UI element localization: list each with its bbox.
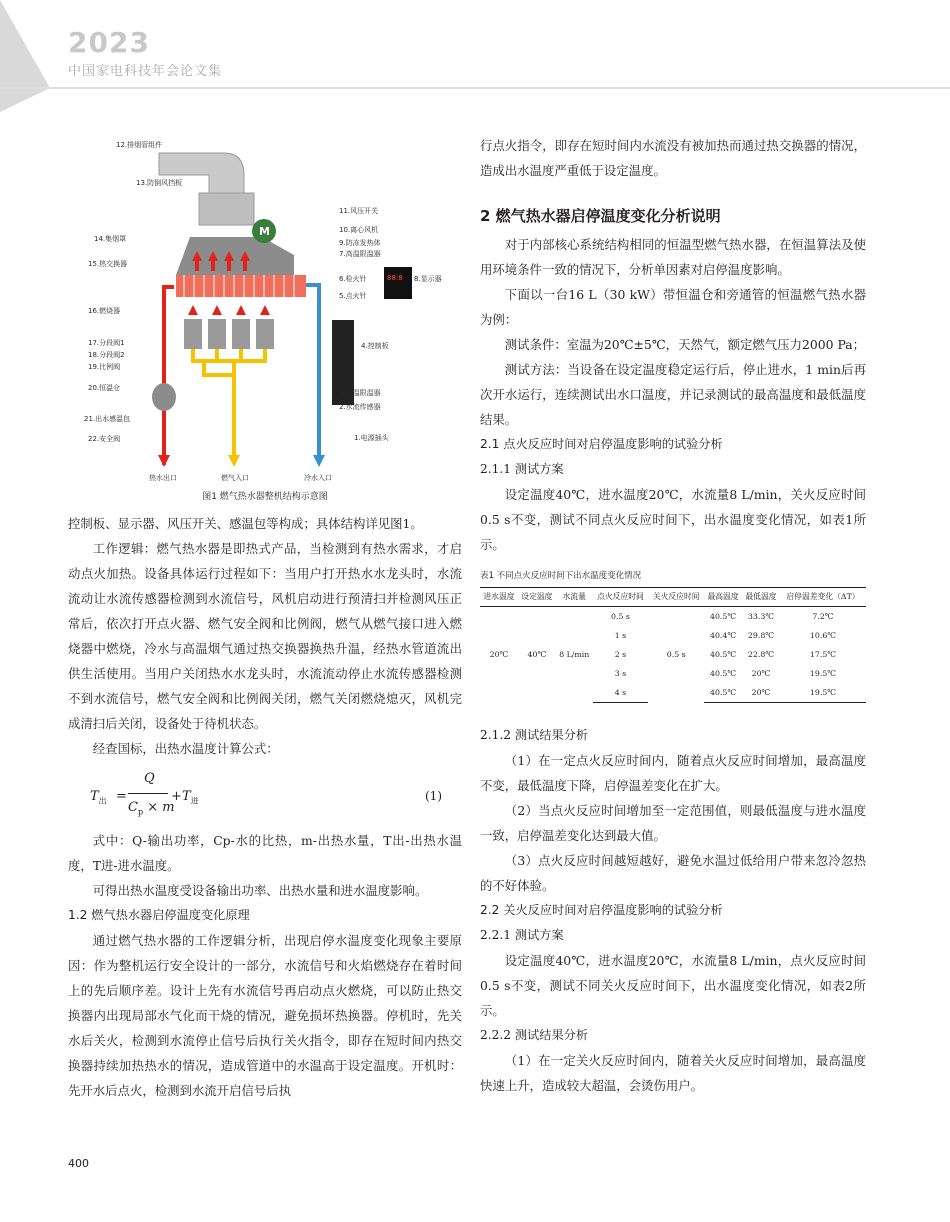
label-16: 16.燃烧器 [88, 307, 121, 315]
formula-number: (1) [425, 789, 442, 803]
table-cell: 7.2℃ [812, 611, 834, 621]
display-shape [384, 267, 412, 299]
paragraph: 通过燃气热水器的工作逻辑分析，出现启停水温度变化现象主要原因：作为整机运行安全设计的一部分，水流信号和火焰燃烧存在着时间上的先后顺序差。设计上先有水流信号再启动点火燃烧，可以防止热交换器内出现局部水气化而干烧的情况，避免损坏热换器。停机时，先关水后关火，检测到水流停止信号后执行关火指令，即存在短时间内热交换器持续加热热水的情况，造成管道中的水温高于设定温度。开机时：先开水后点火，检测到水流开启信号后执 [68, 933, 462, 1098]
label-18: 18.分段阀2 [88, 351, 125, 359]
label-9: 9.防冻发热体 [339, 239, 381, 247]
table-cell: 40.5℃ [710, 668, 737, 678]
section-heading-2-2: 2.2 关火反应时间对启停温度影响的试验分析 [480, 903, 723, 917]
table-cell: 4 s [593, 683, 649, 703]
table-cell: 0.5 s [611, 611, 630, 621]
formula-denominator: $C_p \times m$ [128, 800, 175, 817]
label-14: 14.集烟罩 [94, 235, 127, 243]
paragraph: （3）点火反应时间越短越好，避免水温过低给用户带来忽冷忽热的不好体验。 [480, 853, 866, 893]
table-header: 设定温度 [518, 588, 556, 607]
paragraph: （1）在一定点火反应时间内，随着点火反应时间增加，最高温度不变，最低温度下降，启停温差变化在扩大。 [480, 753, 866, 793]
table-spacer [480, 703, 866, 723]
header-journal-title: 中国家电科技年会论文集 [68, 64, 223, 79]
figure-1-heater-diagram [84, 135, 464, 505]
label-8: 8.显示器 [414, 275, 442, 283]
table-header: 启停温差变化（ΔT） [780, 588, 866, 607]
paragraph: 工作逻辑：燃气热水器是即热式产品，当检测到有热水需求，才启动点火加热。设备具体运行过程如下：当用户打开热水水龙头时，水流流动让水流传感器检测到水流信号，风机启动进行预清扫并检测风压正常后，依次打开点火器、燃气安全阀和比例阀，燃气从燃气接口进入燃烧器中燃烧，冷水与高温烟气通过热交换器换热升温，经热水管道流出供生活使用。当用户关闭热水水龙头时，水流流动停止水流传感器检测不到水流信号，燃气安全阀和比例阀关闭，燃气关闭燃烧熄灭，风机完成清扫后关闭，设备处于待机状态。 [68, 541, 462, 731]
formula-1 [68, 764, 462, 822]
paragraph: 经查国标，出热水温度计算公式： [92, 741, 279, 756]
table-cell: 19.5℃ [780, 683, 866, 703]
label-1: 1.电源插头 [354, 434, 389, 442]
label-10: 10.离心风机 [339, 226, 379, 234]
paragraph: （2）当点火反应时间增加至一定范围值，则最低温度与进水温度一致，启停温差变化达到最大值。 [480, 803, 866, 843]
label-7: 7.高温限温器 [339, 250, 381, 258]
paragraph: 控制板、显示器、风压开关、感温包等构成；具体结构详见图1。 [68, 516, 423, 531]
paragraph: 测试方法：当设备在设定温度稳定运行后，停止进水，1 min后再次开水运行，连续测试出水口温度，并记录测试的最高温度和最低温度结果。 [480, 362, 866, 427]
section-heading-1-2: 1.2 燃气热水器启停温度变化原理 [68, 908, 250, 922]
table-cell: 29.8℃ [747, 630, 775, 640]
paragraph: 式中：Q-输出功率，Cp-水的比热，m-出热水量，T出-出热水温度，T进-进水温度。 [68, 833, 462, 873]
paragraph: 下面以一台16 L（30 kW）带恒温仓和旁通管的恒温燃气热水器为例： [480, 287, 866, 327]
label-21: 21.出水感温包 [84, 415, 131, 423]
table-cell: 2 s [614, 649, 627, 659]
table-header: 最高温度 [704, 588, 742, 607]
section-heading-2-1: 2.1 点火反应时间对启停温度影响的试验分析 [480, 437, 723, 451]
fan-label: M [259, 225, 270, 238]
display-readout: 88:8 [387, 274, 403, 282]
label-19: 19.比例阀 [88, 363, 121, 371]
baffle-shape [199, 193, 254, 225]
label-11: 11.风压开关 [339, 207, 379, 215]
table-cell: 10.6℃ [809, 630, 837, 640]
figure-1-caption: 图1 燃气热水器整机结构示意图 [202, 492, 328, 502]
formula-fraction-bar [128, 793, 168, 794]
right-column [480, 133, 866, 1098]
paragraph: 设定温度40℃，进水温度20℃，水流量8 L/min，关火反应时间0.5 s不变，测试不同点火反应时间下，出水温度变化情况，如表1所示。 [480, 487, 866, 552]
section-heading-2: 2 燃气热水器启停温度变化分析说明 [480, 207, 721, 225]
table-header: 水流量 [556, 588, 593, 607]
header-year: 2023 [68, 26, 150, 59]
label-17: 17.分段阀1 [88, 339, 125, 347]
page-corner-decoration [0, 0, 50, 112]
table-cell: 0.5 s [666, 649, 686, 659]
table-cell: 3 s [614, 668, 627, 678]
table-cell: 19.5℃ [809, 668, 837, 678]
label-3: 3.低温限温器 [339, 389, 381, 397]
table-cell: 40℃ [527, 649, 547, 659]
table-cell: 8 L/min [559, 649, 590, 659]
paragraph: 行点火指令，即存在短时间内水流没有被加热而通过热交换器的情况，造成出水温度严重低于设定温度。 [480, 138, 866, 178]
formula-numerator: Q [144, 771, 155, 786]
label-gas-inlet: 燃气入口 [221, 474, 249, 482]
paragraph: （1）在一定关火反应时间内，随着关火反应时间增加，最高温度快速上升，造成较大超温，会烫伤用户。 [480, 1053, 866, 1093]
table-1 [480, 587, 866, 703]
formula-plus: + [171, 789, 182, 804]
table-cell: 22.8℃ [747, 649, 775, 659]
label-4: 4.控制板 [361, 342, 389, 350]
table-cell: 40.5℃ [710, 649, 737, 659]
table-cell: 40.5℃ [710, 611, 737, 621]
table-cell: 17.5℃ [809, 649, 837, 659]
section-heading-2-1-1: 2.1.1 测试方案 [480, 462, 564, 476]
label-2: 2.水流传感器 [339, 403, 381, 411]
label-22: 22.安全阀 [88, 435, 121, 443]
table-header: 关火反应时间 [648, 588, 704, 607]
label-cold-water-inlet: 冷水入口 [304, 474, 332, 482]
thermostat-tank-shape [152, 383, 176, 411]
formula-equals: = [116, 789, 127, 804]
section-heading-2-2-2: 2.2.2 测试结果分析 [480, 1028, 589, 1042]
table-header: 最低温度 [742, 588, 780, 607]
table-cell: 20℃ [751, 668, 771, 678]
section-heading-2-1-2: 2.1.2 测试结果分析 [480, 728, 589, 742]
label-5: 5.点火针 [339, 292, 367, 300]
table-cell: 1 s [614, 630, 627, 640]
paragraph: 测试条件：室温为20℃±5℃，天然气，额定燃气压力2000 Pa； [504, 337, 866, 352]
table-1-caption: 表1 不同点火反应时间下出水温度变化情况 [480, 571, 642, 581]
label-6: 6.检火针 [339, 275, 367, 283]
label-15: 15.热交换器 [88, 260, 128, 268]
paragraph: 设定温度40℃，进水温度20℃，水流量8 L/min，点火反应时间0.5 s不变，测试不同关火反应时间下，出水温度变化情况，如表2所示。 [480, 953, 866, 1018]
label-20: 20.恒温仓 [88, 384, 121, 392]
formula-lhs: $T_出$ [90, 789, 107, 806]
table-header: 点火反应时间 [593, 588, 649, 607]
section-heading-2-2-1: 2.2.1 测试方案 [480, 928, 564, 942]
header-rule [0, 87, 950, 89]
table-cell: 20℃ [489, 649, 509, 659]
table-cell: 40.4℃ [710, 630, 737, 640]
label-hot-water-outlet: 热水出口 [149, 474, 177, 482]
formula-t-in: $T_进$ [182, 789, 199, 806]
table-cell: 33.3℃ [747, 611, 775, 621]
left-column [68, 511, 462, 1103]
heat-exchanger-shape [176, 275, 306, 297]
label-13: 13.防倒风挡板 [136, 179, 183, 187]
paragraph: 可得出热水温度受设备输出功率、出热水量和进水温度影响。 [92, 883, 428, 898]
table-cell: 20℃ [742, 683, 780, 703]
label-12: 12.排烟管组件 [116, 141, 163, 149]
table-row [480, 607, 866, 627]
page-number: 400 [68, 1157, 89, 1170]
table-cell: 40.5℃ [704, 683, 742, 703]
paragraph: 对于内部核心系统结构相同的恒温型燃气热水器，在恒温算法及使用环境条件一致的情况下，分析单因素对启停温度影响。 [480, 237, 866, 277]
table-header: 进水温度 [480, 588, 518, 607]
